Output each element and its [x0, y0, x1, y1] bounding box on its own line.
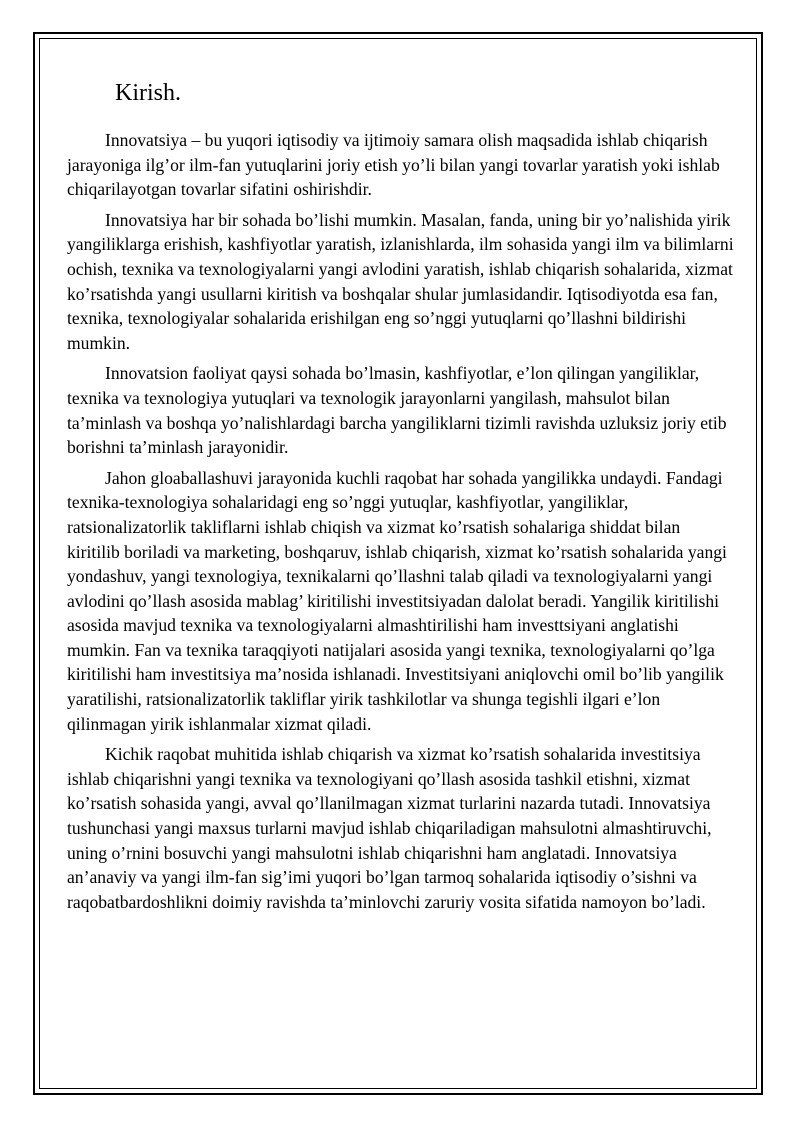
document-title: Kirish.	[115, 80, 181, 106]
paragraph-3: Innovatsion faoliyat qaysi sohada bo’lmasin, kashfiyotlar, e’lon qilingan yangiliklar, texnika va texnologiya yutuqlari va texnologik jarayonlarni yangilash, mahsulot bilan ta’minlash va boshqa yo’nalishlardagi barcha yangiliklarni tizimli ravishda uzluksiz joriy etib borishni ta’minlash jarayonidir.	[67, 363, 727, 458]
document-body	[67, 78, 735, 920]
paragraph-1: Innovatsiya – bu yuqori iqtisodiy va ijtimoiy samara olish maqsadida ishlab chiqarish jarayoniga ilg’or ilm-fan yutuqlarini joriy etish yo’li bilan yangi tovarlar yaratish yoki ishlab chiqarilayotgan tovarlar sifatini oshirishdir.	[67, 130, 720, 200]
paragraph-2: Innovatsiya har bir sohada bo’lishi mumkin. Masalan, fanda, uning bir yo’nalishida yirik yangiliklarga erishish, kashfiyotlar yaratish, izlanishlarda, ilm sohasida yangi ilm va bilimlarni ochish, texnika va texnologiyalarni yangi avlodini yaratish, ishlab chiqarish sohalarida, xizmat ko’rsatishda yangi usullarni kiritish va boshqalar shular jumlasidandir. Iqtisodiyotda esa fan, texnika, texnologiyalar sohalarida erishilgan eng so’nggi yutuqlarni qo’llashni bildirishi mumkin.	[67, 209, 734, 353]
paragraph-5: Kichik raqobat muhitida ishlab chiqarish va xizmat ko’rsatish sohalarida investitsiya ishlab chiqarishni yangi texnika va texnologiyani qo’llash asosida tashkil etishni, xizmat ko’rsatish sohasida yangi, avval qo’llanilmagan xizmat turlarini nazarda tutadi. Innovatsiya tushunchasi yangi maxsus turlarni mavjud ishlab chiqariladigan mahsulotni almashtiruvchi, uning o’rnini bosuvchi yangi mahsulotni ishlab chiqarishni ham anglatadi. Innovatsiya an’anaviy va yangi ilm-fan sig’imi yuqori bo’lgan tarmoq sohalarida iqtisodiy o’sishni va raqobatbardoshlikni doimiy ravishda ta’minlovchi zaruriy vosita sifatida namoyon bo’ladi.	[67, 744, 712, 912]
paragraph-4: Jahon gloaballashuvi jarayonida kuchli raqobat har sohada yangilikka undaydi. Fandagi texnika-texnologiya sohalaridagi eng so’nggi yutuqlar, kashfiyotlar, yangiliklar, ratsionalizatorlik takliflarni ishlab chiqish va xizmat ko’rsatish sohalariga shiddat bilan kiritilib boriladi va marketing, boshqaruv, ishlab chiqarish, xizmat ko’rsatish sohalarida yangi yondashuv, yangi texnologiya, texnikalarni qo’llashni talab qiladi va texnologiyalarni yangi avlodini qo’llash asosida mablag’ kiritilishi investitsiyadan dalolat beradi. Yangilik kiritilishi asosida mavjud texnika va texnologiyalarni almashtirilishi ham investtsiyani anglatishi mumkin. Fan va texnika taraqqiyoti natijalari asosida yangi texnika, texnologiyalarni qo’lga kiritilishi ham investitsiya ma’nosida ishlanadi. Investitsiyani aniqlovchi omil bo’lib yangilik yaratilishi, ratsionalizatorlik takliflar yirik tashkilotlar va shunga tegishli ilgari e’lon qilinmagan yirik ishlanmalar xizmat qiladi.	[67, 467, 727, 734]
